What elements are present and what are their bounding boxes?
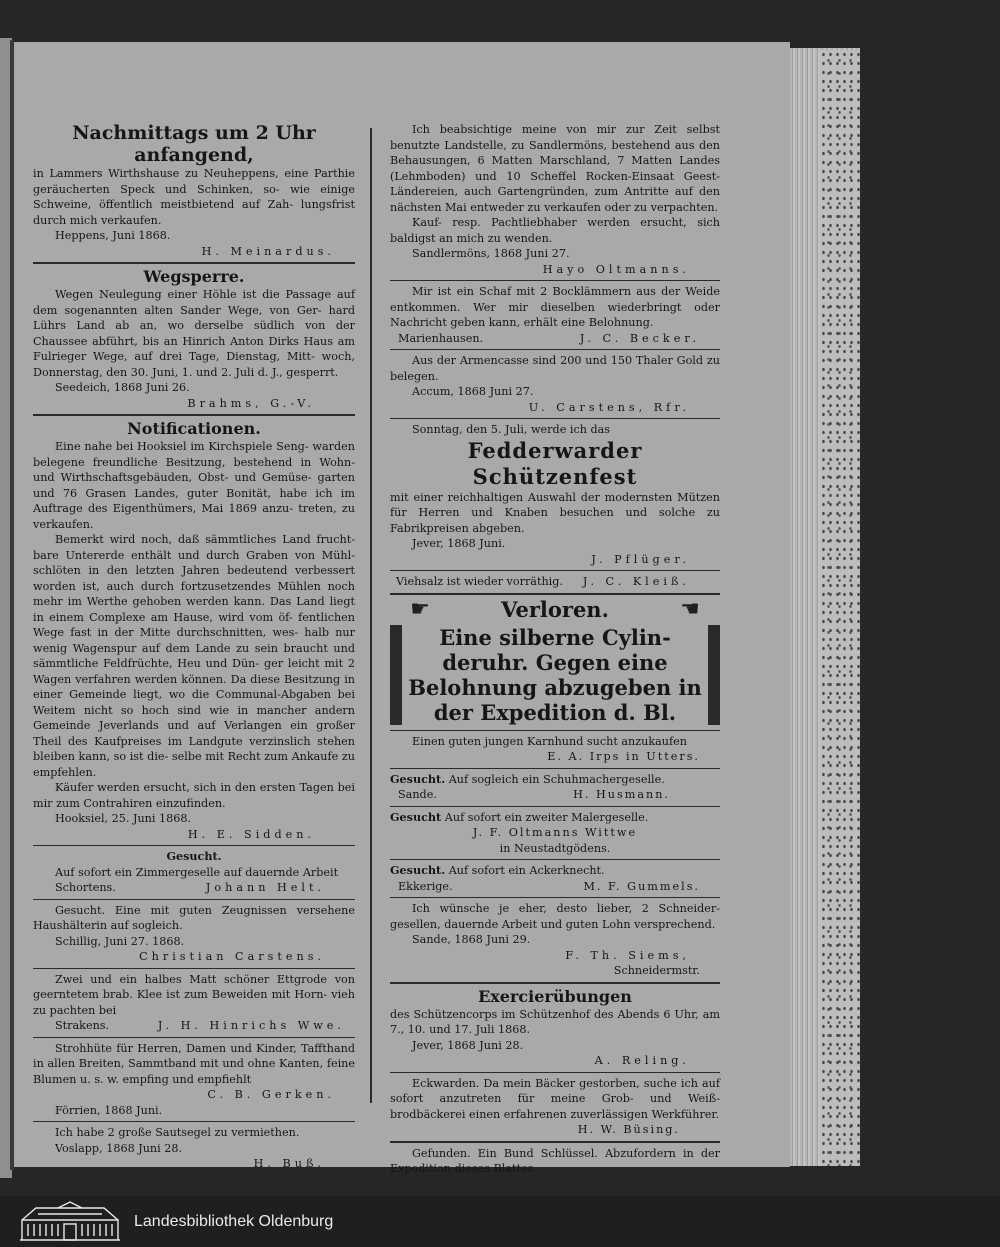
strohhuete-signature: C. B. Gerken. — [207, 1088, 335, 1101]
matt-footer — [33, 1018, 355, 1034]
rule — [390, 730, 720, 731]
rule — [33, 845, 355, 846]
schaf-place: Marienhausen. — [398, 331, 484, 345]
exercier-heading: Exercierübungen — [478, 986, 632, 1006]
viehsalz-body: Viehsalz ist wieder vorräthig. — [396, 575, 563, 588]
schuetzenfest-signature: J. Pflüger. — [591, 552, 690, 566]
library-name: Landesbibliothek Oldenburg — [134, 1213, 334, 1230]
gesucht-b-line — [390, 810, 720, 826]
auction-date: Heppens, Juni 1868. — [55, 229, 171, 242]
sautsegel-body: Ich habe 2 große Sautsegel zu vermiethen. — [55, 1126, 300, 1139]
rule — [390, 982, 720, 984]
strohhuete-date: Förrien, 1868 Juni. — [55, 1103, 163, 1117]
right-bar — [708, 625, 720, 725]
schneider-signature: F. Th. Siems, — [565, 948, 690, 962]
gesucht-a-signature: H. Husmann. — [573, 788, 670, 801]
rule — [33, 414, 355, 416]
schuetzenfest-heading: Fedderwarder Schützenfest — [467, 437, 643, 489]
baecker-signature: H. W. Büsing. — [577, 1123, 680, 1136]
rule — [390, 897, 720, 898]
auction-signature: H. Meinardus. — [201, 244, 335, 258]
gesucht-b-signature: J. F. Oltmanns Wittwe — [472, 826, 638, 839]
rule — [390, 806, 720, 807]
rule — [33, 1037, 355, 1038]
notifications-signature: H. E. Sidden. — [187, 827, 315, 841]
sautsegel-date: Voslapp, 1868 Juni 28. — [55, 1141, 183, 1155]
schuetzenfest-date: Jever, 1868 Juni. — [412, 537, 506, 550]
landstelle-signature: Hayo Oltmanns. — [542, 262, 690, 276]
rule — [390, 768, 720, 769]
gesucht-a-footer — [390, 787, 720, 803]
rule — [390, 570, 720, 571]
gesucht-c-signature: M. F. Gummels. — [583, 879, 700, 893]
sautsegel-signature: H. Buß. — [253, 1157, 325, 1170]
verloren-box — [390, 623, 720, 727]
matt-signature: J. H. Hinrichs Wwe. — [157, 1019, 345, 1032]
gefunden-body: Gefunden. Ein Bund Schlüssel. Abzufordern in der Expedition dieses Blattes. — [390, 1146, 720, 1175]
exercier-signature: A. Reling. — [594, 1054, 690, 1067]
rule — [33, 1121, 355, 1122]
notifications-p3: Käufer werden ersucht, sich in den ersten Tagen bei mir zum Contrahiren einzufinden. — [33, 781, 355, 810]
left-bar — [390, 625, 402, 725]
karnhund-signature: E. A. Irps in Utters. — [547, 750, 700, 763]
rule — [390, 1072, 720, 1073]
rule — [33, 968, 355, 969]
baecker-body: Eckwarden. Da mein Bäcker gestorben, suche ich auf sofort anzutreten für meine Grob- und Weiß- brodbäckerei einen erfahrenen zuverlässigen Werkführer. — [390, 1076, 720, 1121]
notifications-p2: Bemerkt wird noch, daß sämmtliches Land frucht- bare Untererde enthält und durch Graben von Mühl- schlöten in den letzten Jahren bedeutend verbessert worden ist, auch durch fortzusetzendes Mühlen noch mehr im Werthe gehoben werden kann. Das Land liegt in einem Complexe am Hause, wird vom öf- fentlichen Wege fast in der Mitte durchschnitten, wes- halb nur wenig Wagenspur auf dem Lande zu sein braucht und sämmtliche Feldfrüchte, Heu und Dün- ger leicht mit 2 Wagen verfahren werden können. Da diese Besitzung in einer Gemeinde liegt, wo die Communal-Abgaben bei Weitem nicht so hoch sind wie in mancher andern Gemeinde Jeverlands und auf Verlangen ein großer Theil des Kaufpreises im Landgute verzinslich stehen bleiben kann, so ist die- selbe mit Recht zum Ankaufe zu empfehlen. — [33, 533, 355, 779]
armencasse-body: Aus der Armencasse sind 200 und 150 Thaler Gold zu belegen. — [390, 354, 720, 383]
gesucht-c-footer — [390, 879, 720, 895]
karnhund-body: Einen guten jungen Karnhund sucht anzukaufen — [412, 734, 687, 748]
schneider-date: Sande, 1868 Juni 29. — [412, 933, 531, 946]
viehsalz-signature: J. C. Kleiß. — [582, 575, 690, 588]
rule — [390, 418, 720, 419]
left-column — [33, 122, 355, 1172]
landstelle-body-2: Kauf- resp. Pachtliebhaber werden ersucht, sich baldigst an mich zu wenden. — [390, 216, 720, 245]
schneider-title: Schneidermstr. — [613, 964, 700, 977]
gesucht-b-place: in Neustadtgödens. — [499, 841, 611, 855]
pointing-hand-left-icon: ☚ — [680, 596, 700, 622]
gesucht-2-body: Gesucht. Eine mit guten Zeugnissen versehene Haushälterin auf sogleich. — [33, 903, 355, 932]
gesucht-c-line — [390, 863, 720, 879]
rule — [390, 280, 720, 281]
gesucht-c-body: Auf sofort ein Ackerknecht. — [448, 864, 605, 877]
gesucht-a-heading: Gesucht. — [390, 771, 446, 786]
gesucht-a-body: Auf sogleich ein Schuhmachergeselle. — [448, 772, 665, 786]
gesucht-a-line — [390, 772, 720, 788]
exercier-date: Jever, 1868 Juni 28. — [412, 1038, 524, 1052]
pointing-hand-right-icon: ☛ — [410, 596, 430, 622]
notifications-p1: Eine nahe bei Hooksiel im Kirchspiele Seng- warden belegene freundliche Besitzung, bestehend in Wohn- und Wirthschaftsgebäuden, Obst- und Gemüse- garten und 76 Grasen Landes, guter Bonität, habe ich im Auftrage des Eigenthümers, Mai 1869 anzu- treten, zu verkaufen. — [33, 440, 355, 531]
rule — [33, 899, 355, 900]
column-divider — [370, 128, 372, 1103]
gesucht-2-date: Schillig, Juni 27. 1868. — [55, 934, 185, 948]
verloren-body: Eine silberne Cylin- deruhr. Gegen eine Belohnung abzugeben in der Expedition d. Bl. — [408, 624, 702, 725]
gesucht-1-footer — [33, 880, 355, 896]
gesucht-b-heading: Gesucht — [390, 809, 442, 824]
schaf-body: Mir ist ein Schaf mit 2 Bocklämmern aus der Weide entkommen. Wer mir dieselben wiederbringt oder Nachricht geben kann, erhält eine Belohnung. — [390, 285, 720, 329]
schneider-body: Ich wünsche je eher, desto lieber, 2 Schneider- gesellen, dauernde Arbeit und guten Lohn versprechend. — [390, 902, 720, 931]
gesucht-c-heading: Gesucht. — [390, 863, 446, 877]
schuetzenfest-intro: Sonntag, den 5. Juli, werde ich das — [412, 423, 611, 436]
speckled-book-edge — [820, 50, 860, 1166]
gesucht-a-place: Sande. — [398, 788, 437, 801]
schaf-footer — [390, 331, 720, 347]
gesucht-1-place: Schortens. — [55, 881, 116, 894]
verloren-heading: Verloren. — [501, 596, 609, 622]
matt-body: Zwei und ein halbes Matt schöner Ettgrode von geerntetem brab. Klee ist zum Beweiden mit Horn- vieh zu pachten bei — [33, 972, 355, 1017]
rule — [390, 593, 720, 595]
gesucht-1-body: Auf sofort ein Zimmergeselle auf dauernde Arbeit — [55, 865, 339, 879]
viehsalz-line — [390, 574, 720, 590]
rule — [390, 349, 720, 350]
schuetzenfest-body: mit einer reichhaltigen Auswahl der modernsten Mützen für Herren und Knaben besuchen und solche zu Fabrikpreisen abgeben. — [390, 490, 720, 535]
notifications-heading: Notificationen. — [127, 419, 261, 438]
wegsperre-date: Seedeich, 1868 Juni 26. — [55, 381, 190, 394]
right-column — [390, 122, 720, 1177]
rule — [390, 859, 720, 860]
wegsperre-signature: Brahms, G.-V. — [187, 396, 315, 410]
gesucht-c-place: Ekkerige. — [398, 879, 453, 893]
armencasse-signature: U. Carstens, Rfr. — [528, 400, 690, 414]
gesucht-1-heading: Gesucht. — [166, 849, 222, 863]
wegsperre-body: Wegen Neulegung einer Höhle ist die Passage auf dem sogenannten alten Sander Wege, von Ger- hard Lührs Land ab an, wo derselbe südlich von der Chaussee abführt, bis an Hinrich Anton Dirks Haus am Fulrieger Wege, auf drei Tage, Dienstag, Mitt- woch, Donnerstag, den 30. Juni, 1. und 2. Juli d. J., gesperrt. — [33, 288, 355, 379]
armencasse-date: Accum, 1868 Juni 27. — [412, 385, 534, 398]
notifications-date: Hooksiel, 25. Juni 1868. — [55, 812, 192, 825]
auction-heading: Nachmittags um 2 Uhr anfangend, — [72, 122, 316, 166]
landstelle-body: Ich beabsichtige meine von mir zur Zeit selbst benutzte Landstelle, zu Sandlermöns, bestehend aus den Behausungen, 6 Matten Marschland, 7 Matten Landes (Lehmboden) und 10 Scheffel Rocken-Einsaat Geest-Ländereien, auch Gartengründen, zum Antritte auf den nächsten Mai entweder zu verkaufen oder zu verpachten. — [390, 123, 720, 214]
gesucht-b-body: Auf sofort ein zweiter Malergeselle. — [444, 810, 649, 824]
matt-place: Strakens. — [55, 1019, 110, 1032]
wegsperre-heading: Wegsperre. — [143, 267, 245, 286]
strohhuete-body: Strohhüte für Herren, Damen und Kinder, Taffthand in allen Breiten, Sammtband mit und ohne Kanten, feine Blumen u. s. w. empfing und empfiehlt — [33, 1041, 355, 1086]
gesucht-1-signature: Johann Helt. — [205, 881, 325, 894]
rule — [390, 1141, 720, 1143]
gesucht-2-signature: Christian Carstens. — [139, 950, 325, 963]
auction-body: in Lammers Wirthshause zu Neuheppens, eine Parthie geräucherten Speck und Schinken, so- wie einige Schweine, öffentlich meistbietend auf Zah- lungsfrist durch mich verkaufen. — [33, 167, 355, 227]
exercier-body: des Schützencorps im Schützenhof des Abends 6 Uhr, am 7., 10. und 17. Juli 1868. — [390, 1007, 720, 1036]
rule — [33, 262, 355, 264]
landstelle-date: Sandlermöns, 1868 Juni 27. — [412, 247, 570, 260]
verloren-header — [390, 596, 720, 622]
library-building-logo-icon — [18, 1200, 122, 1242]
schaf-signature: J. C. Becker. — [579, 331, 700, 345]
